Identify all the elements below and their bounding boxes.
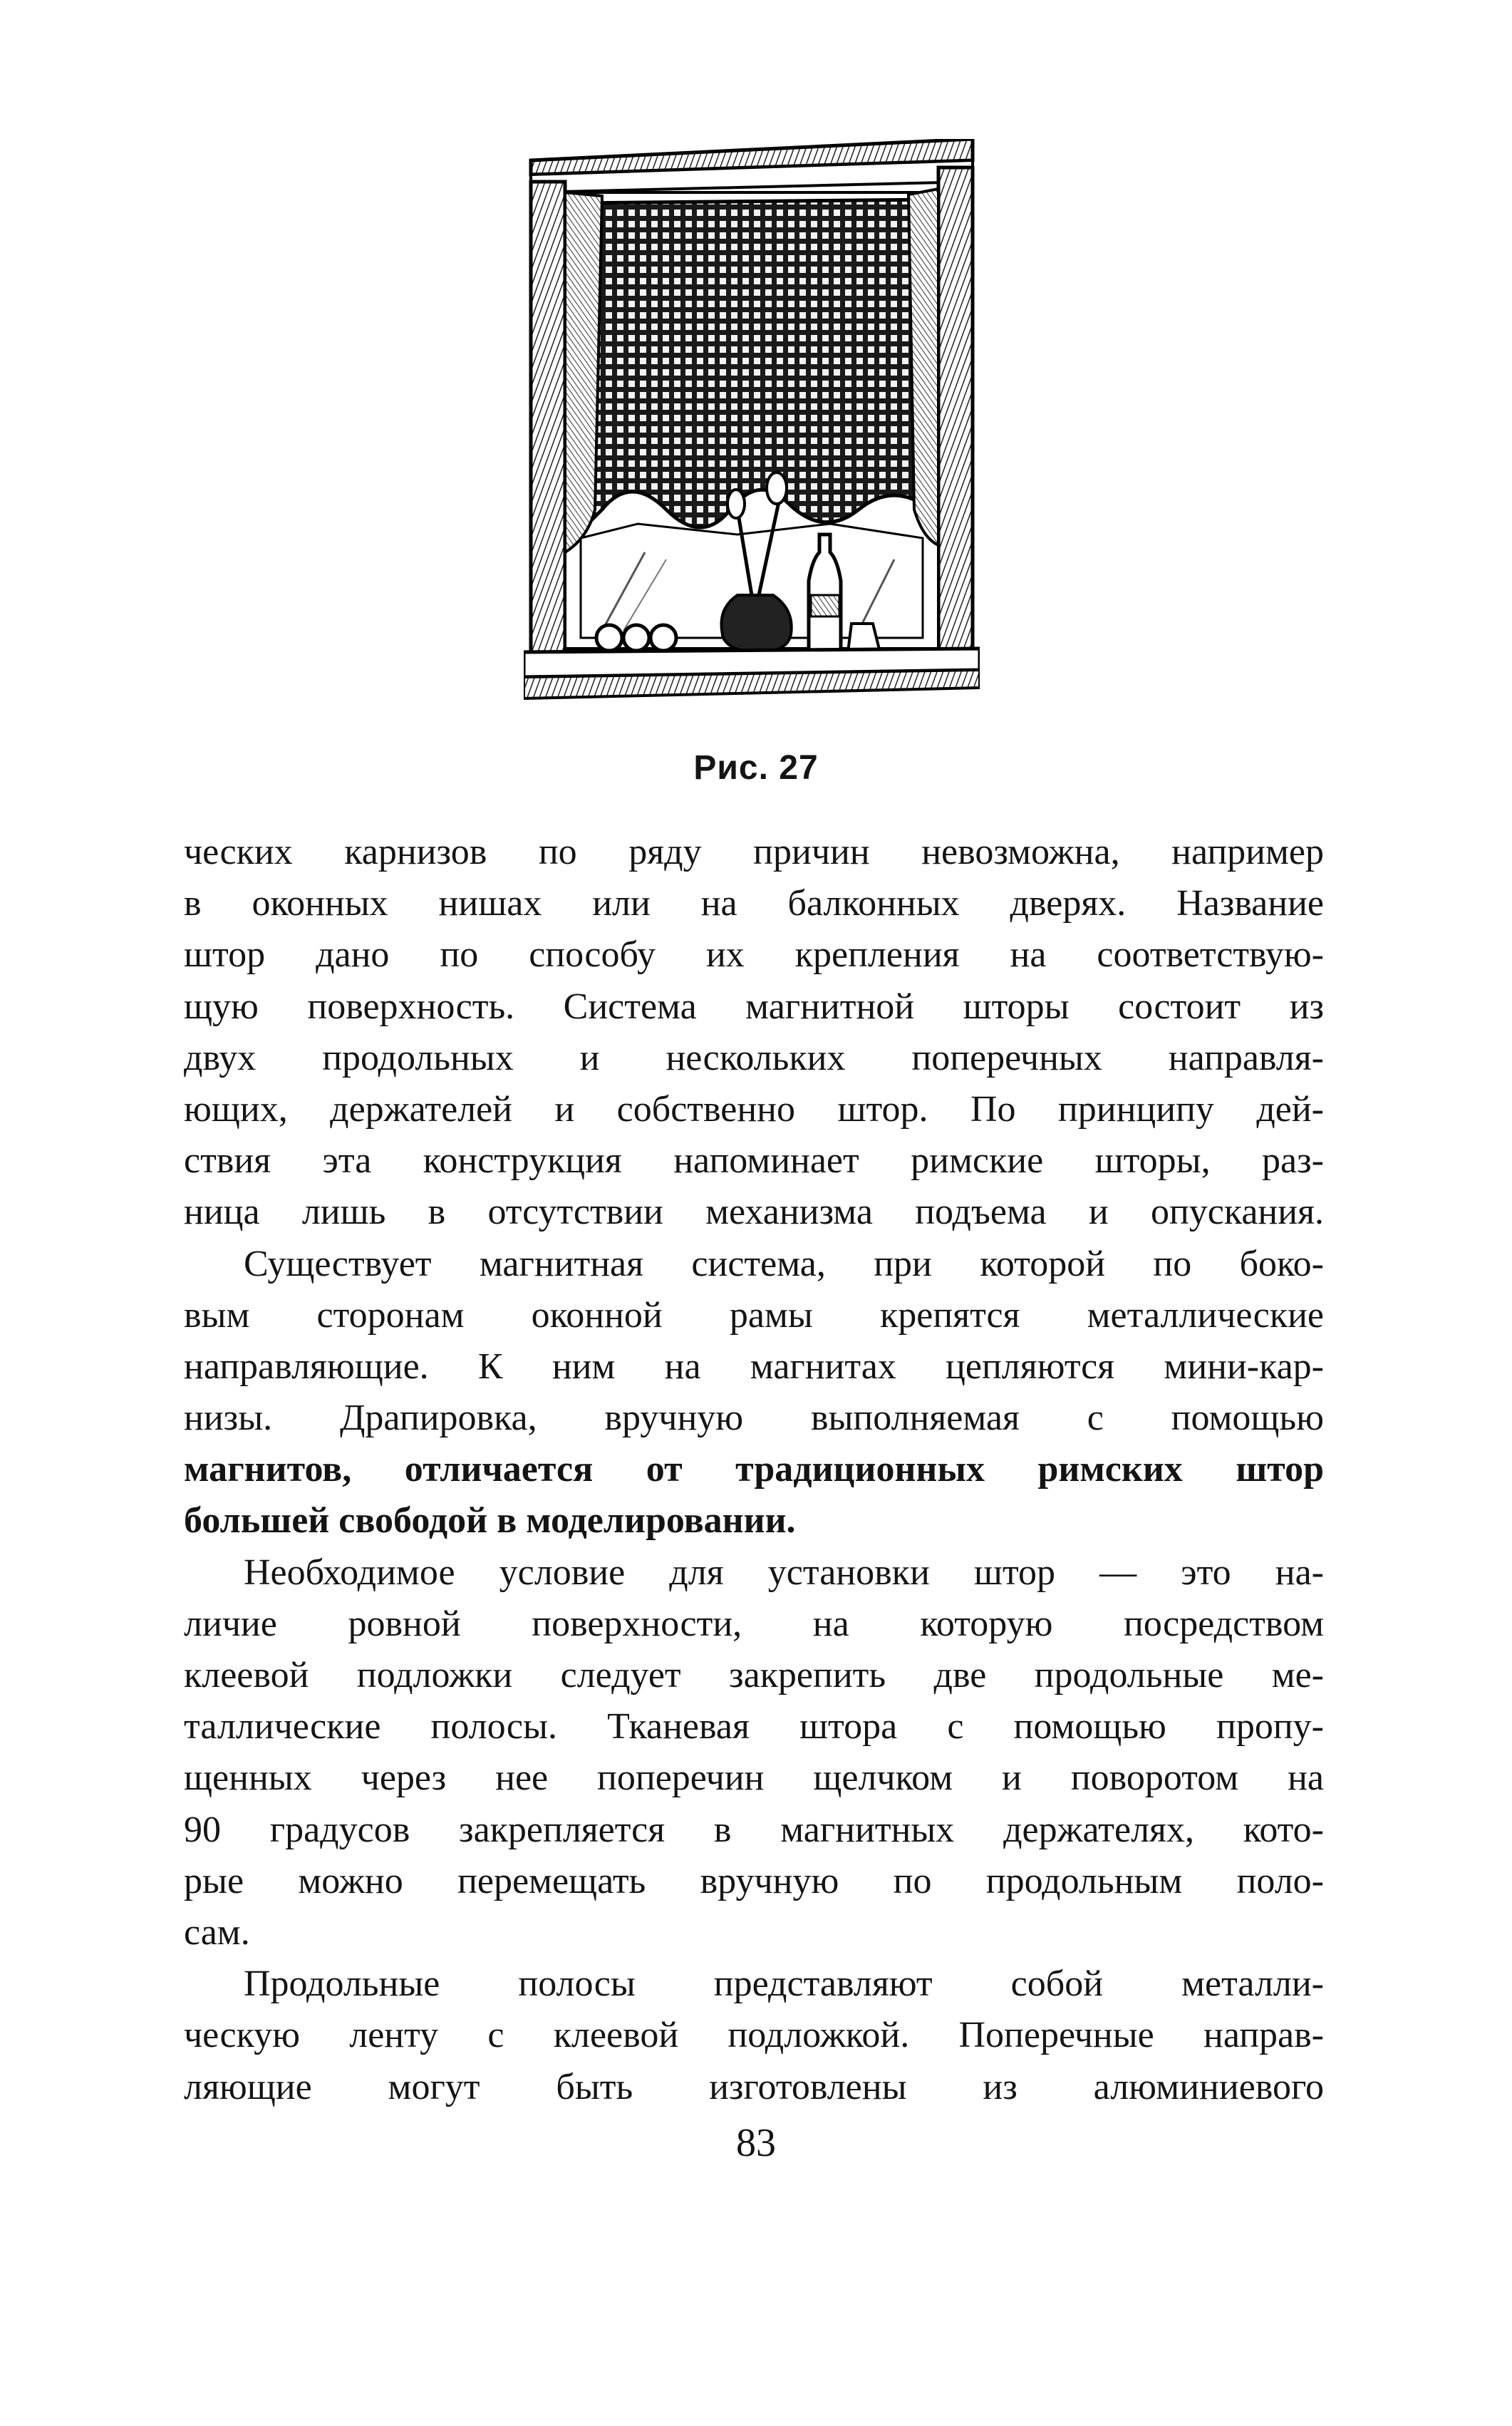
text-line: личие ровной поверхности, на которую посредством	[184, 1603, 1324, 1644]
text-line: вым сторонам оконной рамы крепятся металлические	[184, 1294, 1324, 1336]
paragraph	[184, 827, 1324, 1239]
text-line: низы. Драпировка, вручную выполняемая с помощью	[184, 1398, 1324, 1439]
figure-window-illustration	[524, 139, 980, 716]
paragraph	[184, 1958, 1324, 2113]
text-line: щенных через нее поперечин щелчком и поворотом на	[184, 1757, 1324, 1799]
text-line: направляющие. К ним на магнитах цепляются мини-кар-	[184, 1346, 1324, 1387]
text-line: рые можно перемещать вручную по продольным поло-	[184, 1860, 1324, 1901]
text-line: сам.	[184, 1911, 250, 1953]
text-line: таллические полосы. Тканевая штора с помощью пропу-	[184, 1706, 1324, 1748]
body-text	[184, 827, 1324, 2113]
text-line: магнитов, отличается от традиционных римских штор	[184, 1449, 1324, 1490]
text-line: ческую ленту с клеевой подложкой. Поперечные направ-	[184, 2015, 1324, 2056]
text-line: клеевой подложки следует закрепить две продольные ме-	[184, 1655, 1324, 1695]
text-line: ствия эта конструкция напоминает римские шторы, раз-	[184, 1140, 1324, 1182]
text-line: Необходимое условие для установки штор — это на-	[244, 1552, 1324, 1593]
text-line: Продольные полосы представляют собой металли-	[244, 1963, 1324, 2005]
text-line: большей свободой в моделировании.	[184, 1500, 796, 1542]
page-number: 83	[736, 2121, 776, 2165]
text-line: штор дано по способу их крепления на соответствую-	[184, 934, 1324, 976]
text-line: Существует магнитная система, при которой по боко-	[244, 1243, 1324, 1284]
text-line: ющих, держателей и собственно штор. По принципу дей-	[184, 1088, 1324, 1130]
text-line: ница лишь в отсутствии механизма подъема и опускания.	[184, 1192, 1324, 1233]
text-line: в оконных нишах или на балконных дверях. Название	[184, 883, 1324, 924]
text-line: ческих карнизов по ряду причин невозможна, например	[184, 832, 1324, 872]
text-line: ляющие могут быть изготовлены из алюминиевого	[184, 2066, 1324, 2107]
text-line: щую поверхность. Система магнитной шторы состоит из	[184, 986, 1324, 1027]
window-drawing	[524, 139, 980, 716]
text-line: двух продольных и нескольких поперечных направля-	[184, 1037, 1324, 1078]
text-line: 90 градусов закрепляется в магнитных держателях, кото-	[184, 1809, 1324, 1850]
paragraph	[184, 1547, 1324, 1959]
figure-caption: Рис. 27	[693, 749, 819, 787]
paragraph	[184, 1239, 1324, 1547]
